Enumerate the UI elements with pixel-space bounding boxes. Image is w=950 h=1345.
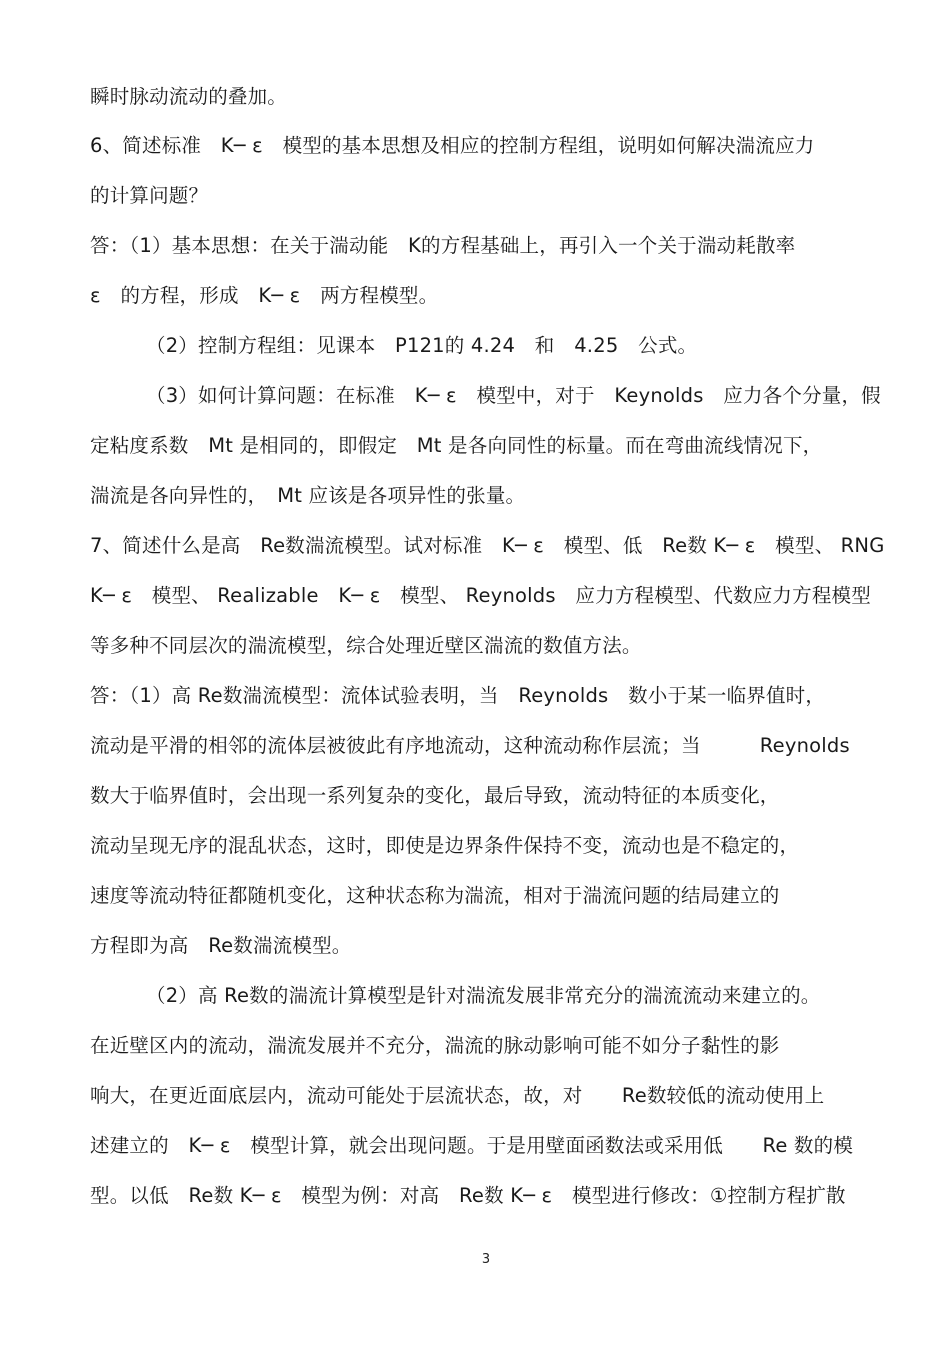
answer-6-item-3-line-1: （3）如何计算问题：在标准 K─ ε 模型中，对于 Keynolds 应力各个分量，假 <box>146 384 881 407</box>
answer-7-item-2-line-3: 响大，在更近面底层内，流动可能处于层流状态，故，对 Re数较低的流动使用上 <box>90 1084 825 1107</box>
answer-6-line-1: 答：（1）基本思想：在关于湍动能 K的方程基础上，再引入一个关于湍动耗散率 <box>90 234 796 257</box>
answer-7-line-1: 答：（1）高 Re数湍流模型：流体试验表明，当 Reynolds 数小于某一临界值时， <box>90 684 826 707</box>
page-number: 3 <box>481 1252 491 1267</box>
answer-6-item-2: （2）控制方程组：见课本 P121的 4.24 和 4.25 公式。 <box>146 334 698 357</box>
answer-6-item-3-line-3: 湍流是各向异性的， Mt 应该是各项异性的张量。 <box>90 484 526 507</box>
answer-7-item-2-line-5: 型。以低 Re数 K─ ε 模型为例：对高 Re数 K─ ε 模型进行修改：①控制方程扩散 <box>90 1184 846 1207</box>
answer-6-line-2: ε 的方程，形成 K─ ε 两方程模型。 <box>90 284 439 307</box>
answer-7-item-2-line-4: 述建立的 K─ ε 模型计算，就会出现问题。于是用壁面函数法或采用低 Re 数的模 <box>90 1134 854 1157</box>
question-7-line-1: 7、简述什么是高 Re数湍流模型。试对标准 K─ ε 模型、低 Re数 K─ ε 模型、 RNG <box>90 534 885 557</box>
answer-7-item-2-line-1: （2）高 Re数的湍流计算模型是针对湍流发展非常充分的湍流流动来建立的。 <box>146 984 821 1007</box>
answer-7-line-6: 方程即为高 Re数湍流模型。 <box>90 934 352 957</box>
text-line: 瞬时脉动流动的叠加。 <box>90 85 288 108</box>
answer-7-item-2-line-2: 在近壁区内的流动，湍流发展并不充分，湍流的脉动影响可能不如分子黏性的影 <box>90 1034 780 1057</box>
answer-7-line-2: 流动是平滑的相邻的流体层被彼此有序地流动，这种流动称作层流；当 Reynolds <box>90 734 850 757</box>
answer-6-item-3-line-2: 定粘度系数 Mt 是相同的，即假定 Mt 是各向同性的标量。而在弯曲流线情况下， <box>90 434 823 457</box>
answer-7-line-3: 数大于临界值时，会出现一系列复杂的变化，最后导致，流动特征的本质变化， <box>90 784 780 807</box>
answer-7-line-4: 流动呈现无序的混乱状态，这时，即使是边界条件保持不变，流动也是不稳定的， <box>90 834 800 857</box>
question-6-line-1: 6、简述标准 K─ ε 模型的基本思想及相应的控制方程组，说明如何解决湍流应力 <box>90 134 815 157</box>
question-7-line-2: K─ ε 模型、 Realizable K─ ε 模型、 Reynolds 应力方程模型、代数应力方程模型 <box>90 584 871 607</box>
question-6-line-2: 的计算问题？ <box>90 184 209 207</box>
question-7-line-3: 等多种不同层次的湍流模型，综合处理近壁区湍流的数值方法。 <box>90 634 642 657</box>
answer-7-line-5: 速度等流动特征都随机变化，这种状态称为湍流，相对于湍流问题的结局建立的 <box>90 884 780 907</box>
